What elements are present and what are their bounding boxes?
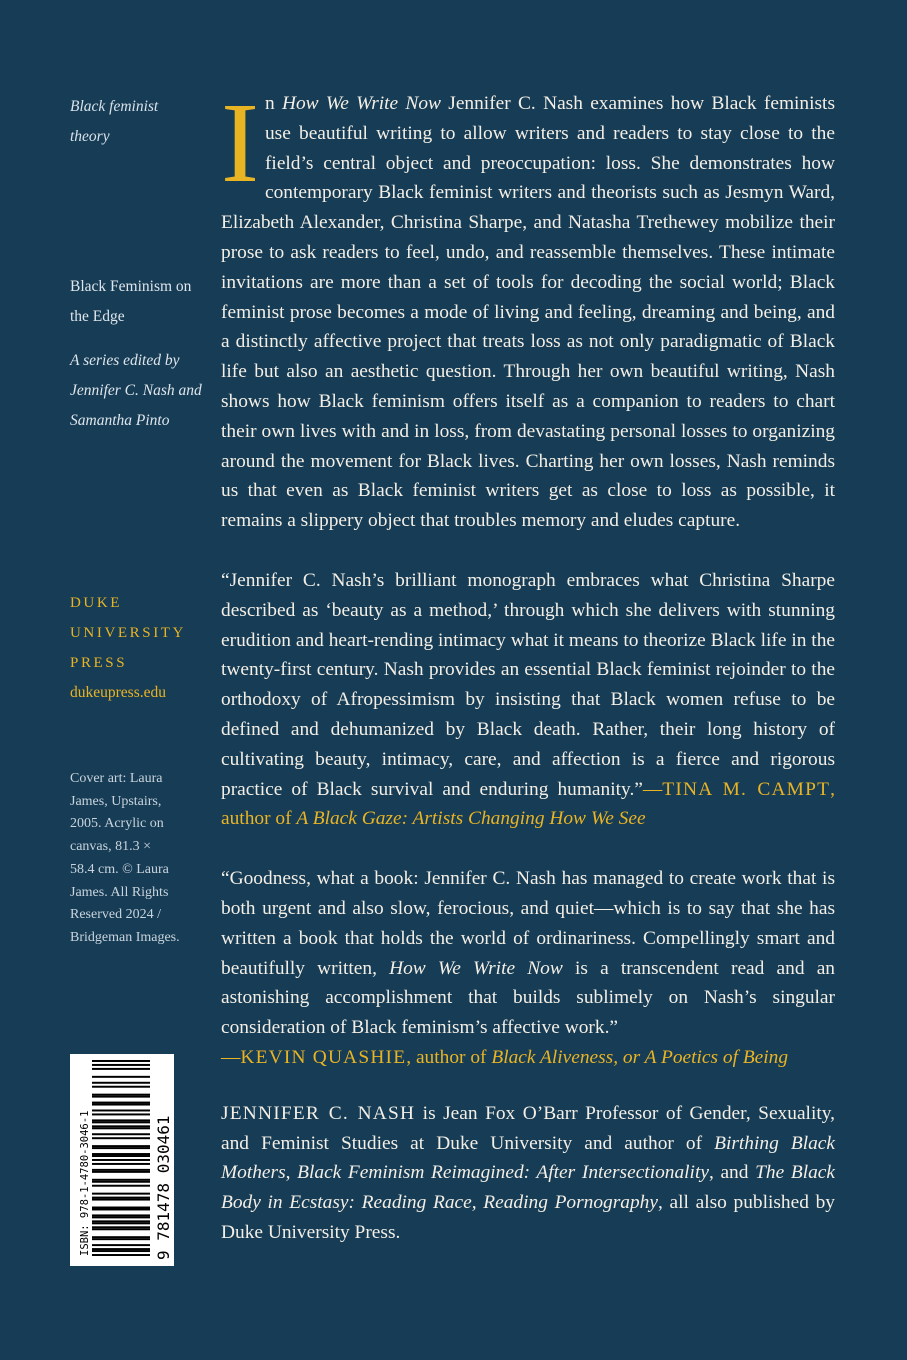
isbn-digits: 9 781478 030461 <box>154 1115 173 1260</box>
barcode-bar <box>92 1109 150 1111</box>
barcode-bar <box>92 1244 150 1246</box>
publisher-name-line: UNIVERSITY <box>70 625 186 641</box>
barcode-bar <box>92 1250 150 1252</box>
endorsement-author-of: , author of <box>221 778 835 830</box>
endorsement-author: KEVIN QUASHIE <box>240 1046 407 1068</box>
bio-separator: , and <box>708 1162 756 1184</box>
bio-author-name: JENNIFER C. NASH <box>221 1102 416 1124</box>
barcode-bar <box>92 1207 150 1209</box>
barcode-bar <box>92 1133 150 1135</box>
endorsement-author: TINA M. CAMPT <box>662 778 831 800</box>
cover-credit <box>70 768 208 950</box>
endorsement-text-end: is a transcendent read and an astonishing accomplishment that builds sublimely on Nash’s singular consideration of Black feminism’s affective work.” <box>221 957 835 1039</box>
publisher-name-line: PRESS <box>70 655 128 671</box>
barcode-bar <box>92 1216 150 1218</box>
bio-book-title: Birthing Black Mothers <box>221 1132 835 1184</box>
barcode-bar <box>92 1155 150 1157</box>
barcode-bar <box>92 1104 150 1106</box>
barcode-bar <box>92 1145 150 1147</box>
barcode-bar <box>92 1248 150 1250</box>
cover-credit-line: James. All Rights <box>70 884 169 900</box>
barcode-bar <box>92 1076 150 1078</box>
barcode-bar <box>92 1068 150 1070</box>
endorsement-quote <box>221 566 835 834</box>
description-lead: n <box>264 93 282 114</box>
barcode-bar <box>92 1119 150 1121</box>
barcode-bar <box>92 1220 150 1222</box>
endorsement-book-title: How We Write Now <box>389 957 563 979</box>
genre-label: Black feminist theory <box>70 98 159 145</box>
barcode-bar <box>92 1185 150 1187</box>
bio-text: is Jean Fox O’Barr Professor of Gender, Sexuality, and Feminist Studies at Duke University and author of <box>221 1102 835 1154</box>
barcode-bar <box>92 1096 150 1098</box>
barcode-bars <box>92 1060 150 1256</box>
barcode-bar <box>92 1214 150 1216</box>
cover-credit-line: 2005. Acrylic on <box>70 816 164 832</box>
endorsement-text: “Jennifer C. Nash’s brilliant monograph embraces what Christina Sharpe described as ‘beauty as a method,’ through which she delivers with stunning erudition and heart-rending intimacy what it means to theorize Black life in the twenty-first century. Nash provides an essential Black feminist rejoinder to the orthodoxy of Afropessimism by insisting that Black women refuse to be defined and dehumanized by Black death. Rather, their long history of cultivating beauty, intimacy, care, and affection is a fierce and rigorous practice of Black survival and enduring humanity.” <box>221 569 835 800</box>
barcode-bar <box>92 1102 150 1104</box>
publisher-block <box>70 588 220 708</box>
endorsement-work-title: Black Aliveness, or A Poetics of Being <box>491 1046 789 1068</box>
endorsement-quote <box>221 864 835 1073</box>
bio-separator: , <box>285 1162 298 1184</box>
barcode-bar <box>92 1153 150 1155</box>
barcode-bar <box>92 1193 150 1195</box>
cover-credit-line: Bridgeman Images. <box>70 929 180 945</box>
barcode-bar <box>92 1169 150 1171</box>
barcode-bar <box>92 1125 150 1127</box>
main-copy <box>221 79 835 1248</box>
barcode-bar <box>92 1236 150 1238</box>
barcode-bar <box>92 1163 150 1165</box>
bio-book-title: The Black Body in Ecstasy: Reading Race, Reading Pornography <box>221 1162 835 1214</box>
endorsement-work-title: A Black Gaze: Artists Changing How We See <box>296 808 646 830</box>
bio-text-end: , all also published by Duke University Press. <box>221 1192 835 1243</box>
barcode-bar <box>92 1121 150 1123</box>
barcode-bar <box>92 1086 150 1088</box>
barcode-bar <box>92 1228 150 1230</box>
book-description <box>221 79 835 536</box>
barcode-bar <box>92 1147 150 1149</box>
bio-book-title: Black Feminism Reimagined: After Intersectionality <box>297 1162 709 1184</box>
cover-credit-line: Cover art: Laura <box>70 771 163 786</box>
drop-cap: I <box>221 79 259 206</box>
barcode-bar <box>92 1181 150 1183</box>
barcode-bar <box>92 1171 150 1173</box>
barcode-bar <box>92 1238 150 1240</box>
barcode-bar <box>92 1094 150 1096</box>
barcode-bar <box>92 1060 150 1062</box>
endorsement-dash: — <box>221 1046 241 1068</box>
barcode-bar <box>92 1254 150 1256</box>
description-book-title: How We Write Now <box>281 93 441 114</box>
cover-credit-line: canvas, 81.3 × <box>70 839 151 855</box>
endorsement-dash: — <box>642 778 663 800</box>
barcode-bar <box>92 1197 150 1199</box>
barcode-bar <box>92 1159 150 1161</box>
barcode-bar <box>92 1082 150 1084</box>
publisher-url: dukeupress.edu <box>70 684 166 701</box>
cover-credit-line: Reserved 2024 / <box>70 907 161 923</box>
barcode-graphic <box>70 1054 174 1266</box>
cover-credit-line: 58.4 cm. © Laura <box>70 861 169 877</box>
barcode-bar <box>92 1226 150 1228</box>
barcode-bar <box>92 1113 150 1115</box>
series-editors: A series edited by Jennifer C. Nash and Samantha Pinto <box>70 352 202 429</box>
cover-credit-line: James, Upstairs, <box>70 793 162 809</box>
publisher-name-line: DUKE <box>70 595 123 611</box>
sidebar <box>70 92 210 945</box>
barcode-bar <box>92 1222 150 1224</box>
endorsement-text: “Goodness, what a book: Jennifer C. Nash has managed to create work that is both urgent and also slow, ferocious, and quiet—which is to say that she has written a book that holds the world of ordinariness. Compellingly smart and beautifully written, <box>221 868 835 979</box>
barcode-bar <box>92 1064 150 1066</box>
barcode-bar <box>92 1199 150 1201</box>
barcode-bar <box>92 1137 150 1139</box>
series-name: Black Feminism on the Edge <box>70 278 192 325</box>
description-text: Jennifer C. Nash examines how Black feminists use beautiful writing to allow writers and readers to stay close to the field’s central object and preoccupation: loss. She demonstrates how contemporary Black feminist writers and theorists such as Jesmyn Ward, Elizabeth Alexander, Christina Sharpe, and Natasha Trethewey mobilize their prose to ask readers to feel, undo, and reassemble themselves. These intimate invitations are more than a set of tools for decoding the social world; Black feminist prose becomes a mode of living and feeling, dreaming and being, and a distinctly affective project that treats loss as not only paradigmatic of Black life but also an aesthetic question. Through her own beautiful writing, Nash shows how Black feminism offers itself as a companion to readers to chart their own lives with and in loss, from devastating personal losses to organizing around the movement for Black lives. Charting her own losses, Nash reminds us that even as Black feminist writers get as close to loss as possible, it remains a slippery object that troubles memory and eludes capture. <box>221 93 835 532</box>
barcode-bar <box>92 1179 150 1181</box>
author-bio <box>221 1099 835 1248</box>
isbn-label: ISBN: 978-1-4780-3046-1 <box>79 1110 91 1256</box>
barcode-bar <box>92 1127 150 1129</box>
barcode-bar <box>92 1208 150 1210</box>
endorsement-author-of: , author of <box>406 1046 492 1068</box>
isbn-barcode <box>70 1054 174 1266</box>
